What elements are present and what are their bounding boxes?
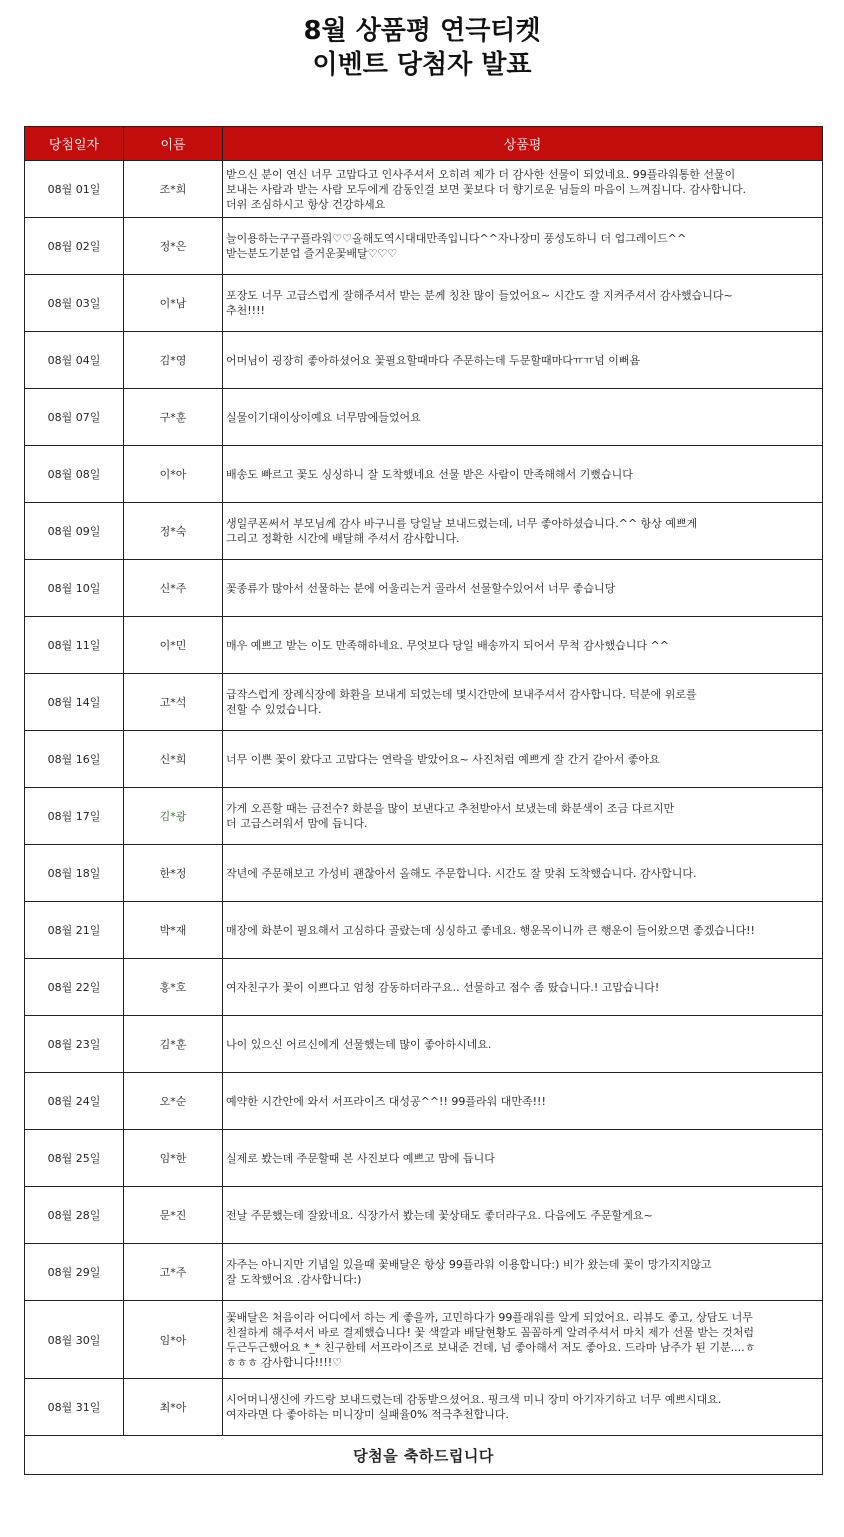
table-row <box>25 731 823 788</box>
table-row <box>25 503 823 560</box>
winner-review: 급작스럽게 장례식장에 화환을 보내게 되었는데 몇시간만에 보내주셔서 감사합니다. 덕분에 위로를 전할 수 있었습니다. <box>223 674 823 731</box>
winner-name: 고*석 <box>124 674 223 731</box>
winner-review: 생일쿠폰써서 부모님께 감사 바구니를 당일날 보내드렸는데, 너무 좋아하셨습니다.^^ 항상 예쁘게 그리고 정확한 시간에 배달해 주셔서 감사합니다. <box>223 503 823 560</box>
table-row <box>25 788 823 845</box>
table-row <box>25 1130 823 1187</box>
winner-date: 08월 17일 <box>25 788 124 845</box>
winner-name: 홍*호 <box>124 959 223 1016</box>
winner-name: 이*아 <box>124 446 223 503</box>
table-row <box>25 161 823 218</box>
winner-name: 정*숙 <box>124 503 223 560</box>
header-date: 당첨일자 <box>25 127 124 161</box>
winner-review: 가게 오픈할 때는 금전수? 화분을 많이 보낸다고 추천받아서 보냈는데 화분색이 조금 다르지만 더 고급스러워서 맘에 듭니다. <box>223 788 823 845</box>
table-row <box>25 389 823 446</box>
winner-review: 늘이용하는구구플라워♡♡올해도역시대대만족입니다^^자나장미 풍성도하니 더 업그레이드^^ 받는분도기분업 즐거운꽃배달♡♡♡ <box>223 218 823 275</box>
winner-review: 실물이기대이상이예요 너무맘에들었어요 <box>223 389 823 446</box>
winner-name: 이*남 <box>124 275 223 332</box>
winner-review: 배송도 빠르고 꽃도 싱싱하니 잘 도착했네요 선물 받은 사람이 만족해해서 기뻤습니다 <box>223 446 823 503</box>
winner-review: 작년에 주문해보고 가성비 괜찮아서 올해도 주문합니다. 시간도 잘 맞춰 도착했습니다. 감사합니다. <box>223 845 823 902</box>
winner-date: 08월 02일 <box>25 218 124 275</box>
table-row <box>25 902 823 959</box>
table-row <box>25 332 823 389</box>
winner-date: 08월 04일 <box>25 332 124 389</box>
winner-review: 꽃종류가 많아서 선물하는 분에 어울리는거 골라서 선물할수있어서 너무 좋습니당 <box>223 560 823 617</box>
table-row <box>25 1301 823 1379</box>
table-row <box>25 275 823 332</box>
winner-review: 실제로 봤는데 주문할때 본 사진보다 예쁘고 맘에 듭니다 <box>223 1130 823 1187</box>
winner-date: 08월 28일 <box>25 1187 124 1244</box>
table-header-row <box>25 127 823 161</box>
table-row <box>25 1073 823 1130</box>
winner-review: 포장도 너무 고급스럽게 잘해주셔서 받는 분께 칭찬 많이 들었어요~ 시간도 잘 지켜주셔서 감사했습니다~ 추천!!!! <box>223 275 823 332</box>
winner-date: 08월 16일 <box>25 731 124 788</box>
winner-name: 박*재 <box>124 902 223 959</box>
winner-date: 08월 01일 <box>25 161 124 218</box>
winner-date: 08월 18일 <box>25 845 124 902</box>
winner-name: 문*진 <box>124 1187 223 1244</box>
winner-date: 08월 07일 <box>25 389 124 446</box>
table-row <box>25 1379 823 1436</box>
table-row <box>25 1016 823 1073</box>
winner-review: 시어머니생신에 카드랑 보내드렸는데 감동받으셨어요. 핑크색 미니 장미 아기자기하고 너무 예쁘시대요. 여자라면 다 좋아하는 미니장미 실패율0% 적극추천합니다. <box>223 1379 823 1436</box>
winner-name: 최*아 <box>124 1379 223 1436</box>
winner-date: 08월 31일 <box>25 1379 124 1436</box>
winner-name: 정*은 <box>124 218 223 275</box>
table-row <box>25 617 823 674</box>
winner-name: 임*아 <box>124 1301 223 1379</box>
winner-name: 김*훈 <box>124 1016 223 1073</box>
winner-name: 고*주 <box>124 1244 223 1301</box>
winner-review: 매우 예쁘고 받는 이도 만족해하네요. 무엇보다 당일 배송까지 되어서 무척 감사했습니다 ^^ <box>223 617 823 674</box>
winner-review: 예약한 시간안에 와서 서프라이즈 대성공^^!! 99플라워 대만족!!! <box>223 1073 823 1130</box>
winner-name: 임*한 <box>124 1130 223 1187</box>
winner-name: 김*광 <box>124 788 223 845</box>
winner-review: 자주는 아니지만 기념일 있을때 꽃배달은 항상 99플라워 이용합니다:) 비가 왔는데 꽃이 망가지지않고 잘 도착했어요 .감사합니다:) <box>223 1244 823 1301</box>
winner-date: 08월 14일 <box>25 674 124 731</box>
header-review: 상품평 <box>223 127 823 161</box>
winner-name: 한*정 <box>124 845 223 902</box>
winner-review: 여자친구가 꽃이 이쁘다고 엄청 감동하더라구요.. 선물하고 점수 좀 땄습니다.! 고맙습니다! <box>223 959 823 1016</box>
winner-date: 08월 21일 <box>25 902 124 959</box>
winner-date: 08월 29일 <box>25 1244 124 1301</box>
winner-date: 08월 22일 <box>25 959 124 1016</box>
winner-name: 오*순 <box>124 1073 223 1130</box>
table-row <box>25 845 823 902</box>
winner-date: 08월 09일 <box>25 503 124 560</box>
table-row <box>25 560 823 617</box>
winner-review: 전날 주문했는데 잘왔네요. 식장가서 봤는데 꽃상태도 좋더라구요. 다음에도 주문할게요~ <box>223 1187 823 1244</box>
winner-date: 08월 03일 <box>25 275 124 332</box>
winner-date: 08월 25일 <box>25 1130 124 1187</box>
winner-name: 김*영 <box>124 332 223 389</box>
winner-name: 신*희 <box>124 731 223 788</box>
winner-date: 08월 08일 <box>25 446 124 503</box>
winner-review: 너무 이쁜 꽃이 왔다고 고맙다는 연락을 받았어요~ 사진처럼 예쁘게 잘 간거 같아서 좋아요 <box>223 731 823 788</box>
winner-review: 나이 있으신 어르신에게 선물했는데 많이 좋아하시네요. <box>223 1016 823 1073</box>
page-title-line2: 이벤트 당첨자 발표 <box>312 50 532 80</box>
winners-table <box>24 126 823 1475</box>
header-name: 이름 <box>124 127 223 161</box>
winner-date: 08월 30일 <box>25 1301 124 1379</box>
winner-date: 08월 11일 <box>25 617 124 674</box>
winner-review: 받으신 분이 연신 너무 고맙다고 인사주셔서 오히려 제가 더 감사한 선물이 되었네요. 99플라워통한 선물이 보내는 사람과 받는 사람 모두에게 감동인걸 보면 꽃보다 더 향기로운 님들의 마음이 느껴집니다. 감사합니다. 더위 조심하시고 항상 건강하세요 <box>223 161 823 218</box>
winner-date: 08월 23일 <box>25 1016 124 1073</box>
table-row <box>25 1187 823 1244</box>
table-row <box>25 1244 823 1301</box>
table-row <box>25 959 823 1016</box>
winner-review: 매장에 화분이 필요해서 고심하다 골랐는데 싱싱하고 좋네요. 행운목이니까 큰 행운이 들어왔으면 좋겠습니다!! <box>223 902 823 959</box>
winner-name: 조*희 <box>124 161 223 218</box>
winner-name: 구*훈 <box>124 389 223 446</box>
table-row <box>25 218 823 275</box>
winner-review: 어머님이 굉장히 좋아하셨어요 꽃필요할때마다 주문하는데 두문할때마다ㅠㅠ넘 이뻐욤 <box>223 332 823 389</box>
table-row <box>25 446 823 503</box>
winner-date: 08월 24일 <box>25 1073 124 1130</box>
winner-name: 신*주 <box>124 560 223 617</box>
congratulations-text: 당첨을 축하드립니다 <box>25 1436 823 1475</box>
winner-review: 꽃배달은 처음이라 어디에서 하는 게 좋을까, 고민하다가 99플래워를 알게 되었어요. 리뷰도 좋고, 상담도 너무 친절하게 해주셔서 바로 결제했습니다! 꽃 색깔과 배달현황도 꼼꼼하게 알려주셔서 마치 제가 선물 받는 것처럼 두근두근했어요 *_* 친구한테 서프라이즈로 보내준 건데, 넘 좋아해서 저도 좋아요. 드라마 남주가 된 기분....ㅎ ㅎㅎㅎ 감사합니다!!!!♡ <box>223 1301 823 1379</box>
page-title-line1: 8월 상품평 연극티켓 <box>303 16 541 46</box>
table-row <box>25 674 823 731</box>
footer-row <box>25 1436 823 1475</box>
winner-name: 이*민 <box>124 617 223 674</box>
winner-date: 08월 10일 <box>25 560 124 617</box>
